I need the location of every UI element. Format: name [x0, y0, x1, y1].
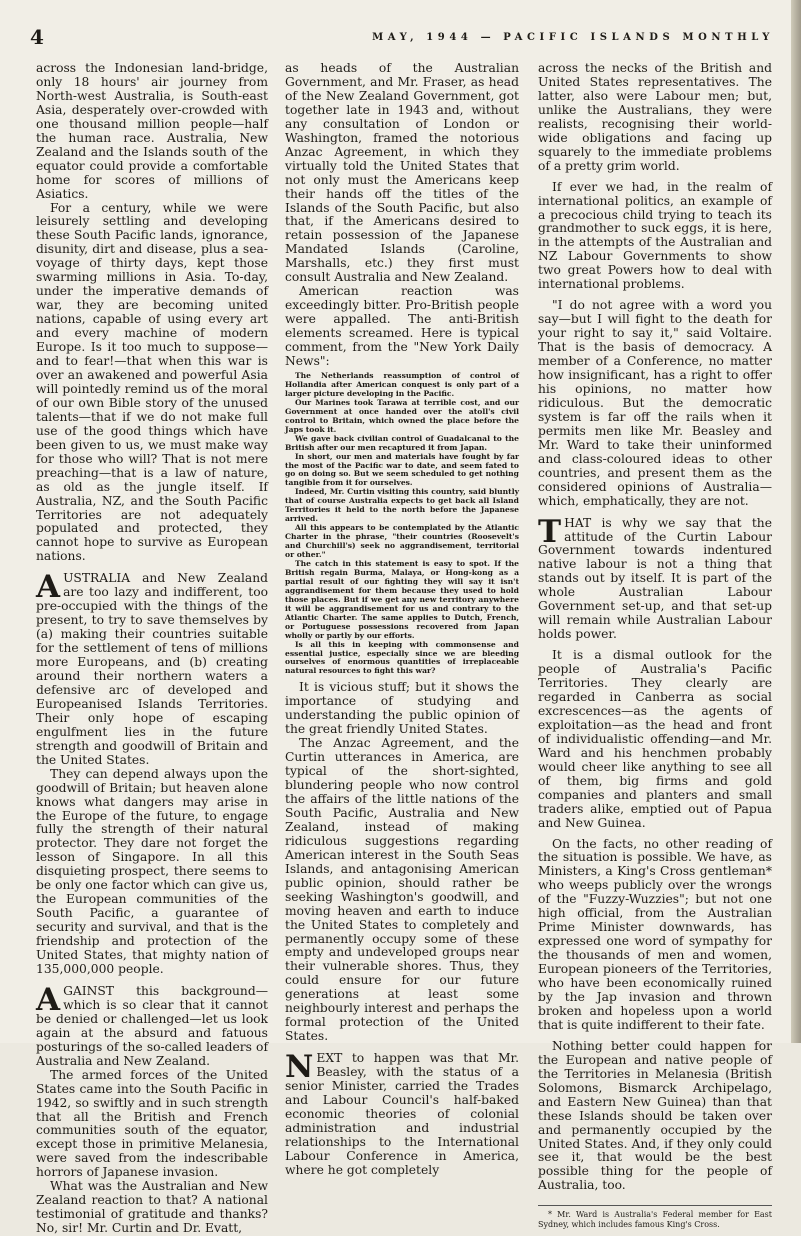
quote-paragraph: All this appears to be contemplated by the Atlantic Charter in the phrase, "their countries (Roosevelt's and Churchill's) seek no aggrandisement, territorial or other."	[285, 523, 519, 560]
page-number: 4	[30, 25, 44, 49]
paragraph: "I do not agree with a word you say—but I will fight to the death for your right to say it," said Voltaire. That is the basis of democracy. A member of a Conference, no matter how insignificant, has a right to offer his opinions, no matter how ridiculous. But the democratic system is far off the rails when it permits men like Mr. Beasley and Mr. Ward to take their uninformed and class-coloured ideas to other countries, and present them as the considered opinions of Australia—which, emphatically, they are not.	[538, 298, 772, 508]
page-header	[30, 25, 790, 51]
paragraph: It is vicious stuff; but it shows the importance of studying and understanding the public opinion of the great friendly United States.	[285, 680, 519, 737]
page-edge	[791, 0, 801, 1043]
paragraph: Nothing better could happen for the European and native people of the Territories in Melanesia (British Solomons, Bismarck Archipelago, and Eastern New Guinea) than that these Islands should be taken over and permanently occupied by the United States. And, if they only could see it, that would be the best possible thing for the people of Australia, too.	[538, 1038, 772, 1193]
column-1	[36, 62, 268, 1236]
paragraph: American reaction was exceedingly bitter. Pro-British people were appalled. The anti-British elements screamed. Here is typical comment, from the "New York Daily News":	[285, 284, 519, 369]
quote-paragraph: Is all this in keeping with commonsense and essential justice, especially since we are bleeding ourselves of enormous quantities of irreplaceable natural resources to fight this war?	[285, 639, 519, 676]
paragraph: The armed forces of the United States came into the South Pacific in 1942, so swiftly and in such strength that all the British and French communities south of the equator, except those in primitive Melanesia, were saved from the indescribable horrors of Japanese invasion.	[36, 1067, 268, 1180]
paragraph: For a century, while we were leisurely settling and developing these South Pacific lands, ignorance, disunity, dirt and disease, plus a sea-voyage of thirty days, kept those swarming millions in Asia. To-day, under the imperative demands of war, they are becoming united nations, capable of using every art and every machine of modern Europe. Is it too much to suppose—and to fear!—that when this war is over an awakened and powerful Asia will pointedly remind us of the moral of our own Bible story of the unused talents—that if we do not make full use of the good things which have been given to us, we must make way for those who will? That is not mere preaching—that is a law of nature, as old as the jungle itself. If Australia, NZ, and the South Pacific Territories are not adequately populated and protected, they cannot hope to survive as European nations.	[36, 200, 268, 564]
paragraph: What was the Australian and New Zealand reaction to that? A national testimonial of gratitude and thanks? No, sir! Mr. Curtin and Dr. Evatt,	[36, 1179, 268, 1236]
newspaper-quote	[285, 372, 519, 676]
column-3	[538, 62, 772, 1229]
footnote	[538, 1205, 772, 1229]
paragraph-drop-cap: AUSTRALIA and New Zealand are too lazy and indifferent, too pre-occupied with the things of the present, to try to save themselves by (a) making their countries suitable for the settlement of tens of millions more Europeans, and (b) creating around their northern waters a defensive arc of developed and Europeanised Islands Territories. Their only hope of escaping engulfment lies in the future strength and goodwill of Britain and the United States.	[36, 569, 268, 767]
paragraph-drop-cap: AGAINST this background—which is so clear that it cannot be denied or challenged—let us look again at the absurd and fatuous posturings of the so-called leaders of Australia and New Zealand.	[36, 981, 268, 1068]
quote-paragraph: We gave back civilian control of Guadalcanal to the British after our men recaptured it from Japan.	[285, 433, 519, 452]
paragraph: as heads of the Australian Government, and Mr. Fraser, as head of the New Zealand Government, got together late in 1943 and, without any consultation of London or Washington, framed the notorious Anzac Agreement, in which they virtually told the United States that not only must the Americans keep their hands off the titles of the Islands of the South Pacific, but also that, if the Americans desired to retain possession of the Japanese Mandated Islands (Caroline, Marshalls, etc.) they first must consult Australia and New Zealand.	[285, 61, 519, 285]
quote-paragraph: Our Marines took Tarawa at terrible cost, and our Government at once handed over the atoll's civil control to Britain, which owned the place before the Japs took it.	[285, 397, 519, 434]
quote-paragraph: The Netherlands reassumption of control of Hollandia after American conquest is only part of a larger picture developing in the Pacific.	[285, 370, 519, 398]
quote-paragraph: The catch in this statement is easy to spot. If the British regain Burma, Malaya, or Hong-kong as a partial result of our fighting they will say it isn't aggrandisement for them because they used to hold those places. But if we get any new territory anywhere it will be aggrandisement for us and contrary to the Atlantic Charter. The same applies to Dutch, French, or Portuguese possessions recovered from Japan wholly or partly by our efforts.	[285, 558, 519, 640]
footnote-text: * Mr. Ward is Australia's Federal member for East Sydney, which includes famous King's Cross.	[538, 1210, 772, 1229]
paragraph: across the Indonesian land-bridge, only 18 hours' air journey from North-west Australia, is South-east Asia, desperately over-crowded with one thousand million people—half the human race. Australia, New Zealand and the Islands south of the equator could provide a comfortable home for scores of millions of Asiatics.	[36, 61, 268, 201]
paragraph-drop-cap: THAT is why we say that the attitude of the Curtin Labour Government towards indentured native labour is not a thing that stands out by itself. It is part of the whole Australian Labour Government set-up, and that set-up will remain while Australian Labour holds power.	[538, 513, 772, 642]
paragraph: across the necks of the British and United States representatives. The latter, also were Labour men; but, unlike the Australians, they were realists, recognising their world-wide obligations and facing up squarely to the immediate problems of a pretty grim world.	[538, 61, 772, 173]
paragraph-drop-cap: NEXT to happen was that Mr. Beasley, with the status of a senior Minister, carried the Trades and Labour Council's half-baked economic theories of colonial administration and industrial relationships to the International Labour Conference in America, where he got completely	[285, 1049, 519, 1177]
quote-paragraph: In short, our men and materials have fought by far the most of the Pacific war to date, and seem fated to go on doing so. But we seem scheduled to get nothing tangible from it for ourselves.	[285, 451, 519, 488]
column-2	[285, 62, 519, 1178]
paragraph: They can depend always upon the goodwill of Britain; but heaven alone knows what dangers may arise in the Europe of the future, to engage fully the strength of their natural protector. They dare not forget the lesson of Singapore. In all this disquieting prospect, there seems to be only one factor which can give us, the European communities of the South Pacific, a guarantee of security and survival, and that is the friendship and protection of the United States, that mighty nation of 135,000,000 people.	[36, 766, 268, 976]
paragraph: On the facts, no other reading of the situation is possible. We have, as Ministers, a King's Cross gentleman* who weeps publicly over the wrongs of the "Fuzzy-Wuzzies"; but not one high official, from the Australian Prime Minister downwards, has expressed one word of sympathy for the thousands of men and women, European pioneers of the Territories, who have been economically ruined by the Jap invasion and thrown broken and hopeless upon a world that is quite indifferent to their fate.	[538, 836, 772, 1032]
quote-paragraph: Indeed, Mr. Curtin visiting this country, said bluntly that of course Australia expects to get back all Island Territories it held to the north before the Japanese arrived.	[285, 487, 519, 524]
paragraph: If ever we had, in the realm of international politics, an example of a precocious child trying to teach its grandmother to suck eggs, it is here, in the attempts of the Australian and NZ Labour Governments to show two great Powers how to deal with international problems.	[538, 179, 772, 292]
running-head: MAY, 1944 — PACIFIC ISLANDS MONTHLY	[372, 32, 774, 43]
paragraph: The Anzac Agreement, and the Curtin utterances in America, are typical of the short-sighted, blundering people who now control the affairs of the little nations of the South Pacific, Australia and New Zealand, instead of making ridiculous suggestions regarding American interest in the South Seas Islands, and antagonising American public opinion, should rather be seeking Washington's goodwill, and moving heaven and earth to induce the United States to completely and permanently occupy some of these empty and undeveloped groups near their vulnerable shores. Thus, they could ensure for our future generations at least some neighbourly interest and perhaps the formal protection of the United States.	[285, 736, 519, 1044]
paragraph: It is a dismal outlook for the people of Australia's Pacific Territories. They clearly are regarded in Canberra as social excrescences—as the agents of exploitation—as the head and front of individualistic offending—and Mr. Ward and his henchmen probably would cheer like anything to see all of them, big firms and gold companies and planters and small traders alike, emptied out of Papua and New Guinea.	[538, 648, 772, 830]
